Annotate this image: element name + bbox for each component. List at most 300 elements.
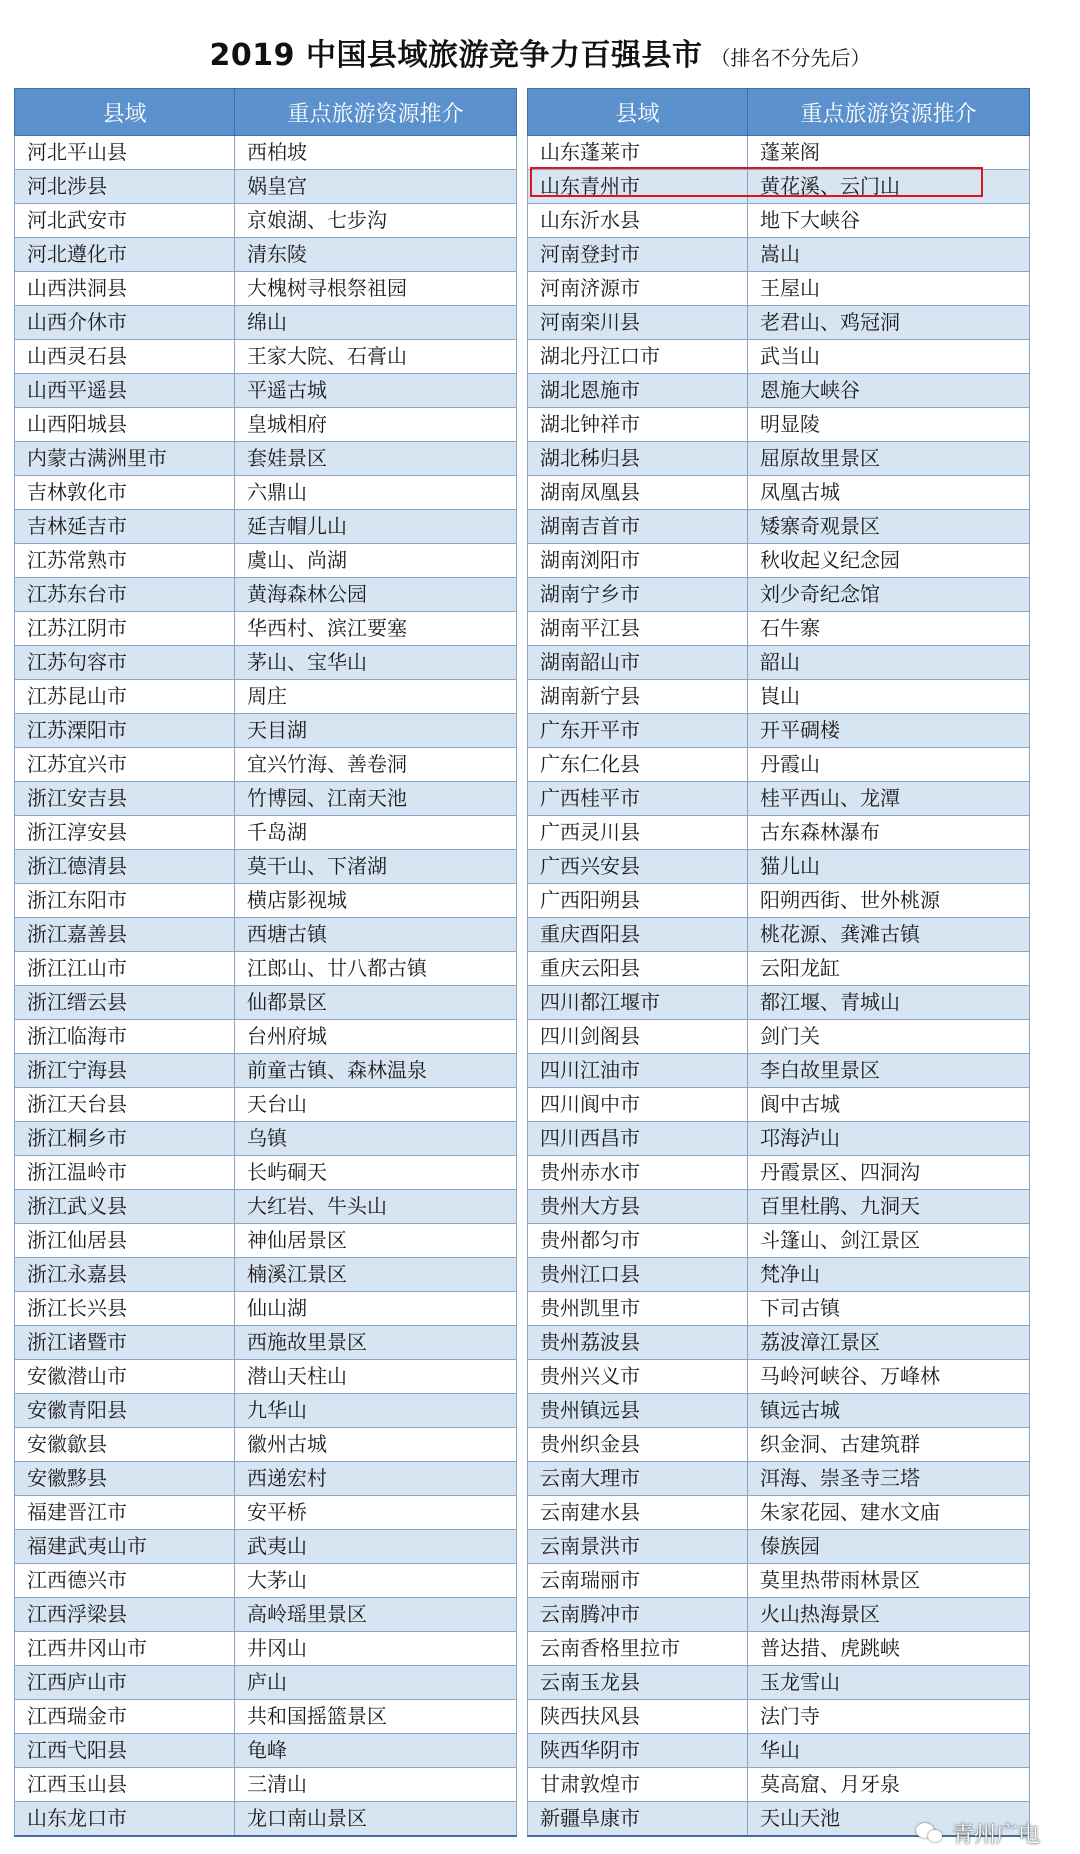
resource-cell: 剑门关 [748, 1020, 1030, 1054]
county-cell: 云南大理市 [528, 1462, 748, 1496]
county-cell: 浙江桐乡市 [15, 1122, 235, 1156]
county-cell: 河北武安市 [15, 204, 235, 238]
table-row [528, 544, 1030, 578]
resource-cell: 大茅山 [235, 1564, 517, 1598]
county-cell: 山西阳城县 [15, 408, 235, 442]
county-cell: 安徽青阳县 [15, 1394, 235, 1428]
table-row [15, 1666, 517, 1700]
resource-cell: 徽州古城 [235, 1428, 517, 1462]
table-row [528, 1632, 1030, 1666]
county-cell: 广西阳朔县 [528, 884, 748, 918]
table-row [528, 578, 1030, 612]
table-row [528, 918, 1030, 952]
table-row [528, 340, 1030, 374]
county-cell: 山西洪洞县 [15, 272, 235, 306]
county-cell: 陕西扶风县 [528, 1700, 748, 1734]
resource-cell: 李白故里景区 [748, 1054, 1030, 1088]
table-row [15, 136, 517, 170]
resource-cell: 傣族园 [748, 1530, 1030, 1564]
table-row [528, 408, 1030, 442]
resource-cell: 朱家花园、建水文庙 [748, 1496, 1030, 1530]
resource-cell: 秋收起义纪念园 [748, 544, 1030, 578]
county-cell: 浙江江山市 [15, 952, 235, 986]
table-row [528, 1428, 1030, 1462]
county-cell: 云南瑞丽市 [528, 1564, 748, 1598]
resource-cell: 天山天池 [748, 1802, 1030, 1837]
resource-cell: 天台山 [235, 1088, 517, 1122]
resource-cell: 古东森林瀑布 [748, 816, 1030, 850]
table-row [528, 1462, 1030, 1496]
table-row [528, 612, 1030, 646]
table-row [15, 1598, 517, 1632]
resource-cell: 恩施大峡谷 [748, 374, 1030, 408]
county-cell: 安徽黟县 [15, 1462, 235, 1496]
resource-cell: 潜山天柱山 [235, 1360, 517, 1394]
ranking-table-left [14, 88, 517, 1837]
resource-cell: 仙都景区 [235, 986, 517, 1020]
table-row [15, 1020, 517, 1054]
resource-cell: 套娃景区 [235, 442, 517, 476]
table-row [15, 1802, 517, 1837]
resource-cell: 华山 [748, 1734, 1030, 1768]
county-cell: 云南玉龙县 [528, 1666, 748, 1700]
table-row [528, 442, 1030, 476]
resource-cell: 横店影视城 [235, 884, 517, 918]
county-cell: 贵州凯里市 [528, 1292, 748, 1326]
resource-cell: 虞山、尚湖 [235, 544, 517, 578]
resource-cell: 长屿硐天 [235, 1156, 517, 1190]
county-cell: 浙江缙云县 [15, 986, 235, 1020]
table-row [15, 1088, 517, 1122]
resource-cell: 镇远古城 [748, 1394, 1030, 1428]
county-cell: 陕西华阴市 [528, 1734, 748, 1768]
county-cell: 贵州赤水市 [528, 1156, 748, 1190]
resource-cell: 莫高窟、月牙泉 [748, 1768, 1030, 1802]
table-row [15, 1326, 517, 1360]
resource-cell: 延吉帽儿山 [235, 510, 517, 544]
table-row [15, 1258, 517, 1292]
resource-cell: 西递宏村 [235, 1462, 517, 1496]
resource-cell: 织金洞、古建筑群 [748, 1428, 1030, 1462]
county-cell: 四川剑阁县 [528, 1020, 748, 1054]
county-cell: 浙江武义县 [15, 1190, 235, 1224]
resource-cell: 宜兴竹海、善卷洞 [235, 748, 517, 782]
county-cell: 江苏溧阳市 [15, 714, 235, 748]
county-cell: 山东龙口市 [15, 1802, 235, 1837]
county-cell: 山西介休市 [15, 306, 235, 340]
table-row [528, 782, 1030, 816]
resource-cell: 千岛湖 [235, 816, 517, 850]
county-cell: 广西桂平市 [528, 782, 748, 816]
county-cell: 浙江天台县 [15, 1088, 235, 1122]
title-main: 2019 中国县域旅游竞争力百强县市 [209, 38, 703, 73]
resource-cell: 台州府城 [235, 1020, 517, 1054]
county-cell: 湖南凤凰县 [528, 476, 748, 510]
table-row [528, 1360, 1030, 1394]
resource-cell: 黄海森林公园 [235, 578, 517, 612]
table-row [15, 782, 517, 816]
resource-cell: 凤凰古城 [748, 476, 1030, 510]
table-row [15, 1224, 517, 1258]
table-row [15, 1394, 517, 1428]
table-header-row [528, 89, 1030, 136]
wechat-icon [916, 1821, 946, 1845]
resource-cell: 蓬莱阁 [748, 136, 1030, 170]
resource-cell: 仙山湖 [235, 1292, 517, 1326]
table-row [528, 1700, 1030, 1734]
resource-cell: 火山热海景区 [748, 1598, 1030, 1632]
resource-cell: 周庄 [235, 680, 517, 714]
county-cell: 浙江淳安县 [15, 816, 235, 850]
table-row [528, 306, 1030, 340]
resource-cell: 龙口南山景区 [235, 1802, 517, 1837]
county-cell: 河南济源市 [528, 272, 748, 306]
table-row [15, 850, 517, 884]
table-row [528, 374, 1030, 408]
resource-cell: 六鼎山 [235, 476, 517, 510]
table-row [15, 340, 517, 374]
table-body-left [15, 136, 517, 1837]
table-row [528, 1598, 1030, 1632]
resource-cell: 普达措、虎跳峡 [748, 1632, 1030, 1666]
ranking-table-right [527, 88, 1030, 1837]
table-row [15, 510, 517, 544]
county-cell: 广东仁化县 [528, 748, 748, 782]
resource-cell: 阳朔西街、世外桃源 [748, 884, 1030, 918]
county-cell: 贵州江口县 [528, 1258, 748, 1292]
table-row [15, 680, 517, 714]
resource-cell: 西施故里景区 [235, 1326, 517, 1360]
county-cell: 湖南平江县 [528, 612, 748, 646]
county-cell: 江苏句容市 [15, 646, 235, 680]
table-row [15, 1360, 517, 1394]
resource-cell: 清东陵 [235, 238, 517, 272]
county-cell: 浙江德清县 [15, 850, 235, 884]
header-resource: 重点旅游资源推介 [748, 89, 1030, 136]
page-title [0, 30, 1080, 74]
county-cell: 河南登封市 [528, 238, 748, 272]
county-cell: 重庆云阳县 [528, 952, 748, 986]
resource-cell: 武当山 [748, 340, 1030, 374]
county-cell: 湖北秭归县 [528, 442, 748, 476]
table-row [528, 1122, 1030, 1156]
table-row [528, 1292, 1030, 1326]
resource-cell: 开平碉楼 [748, 714, 1030, 748]
resource-cell: 莫里热带雨林景区 [748, 1564, 1030, 1598]
table-row [528, 816, 1030, 850]
county-cell: 江西瑞金市 [15, 1700, 235, 1734]
table-row [15, 374, 517, 408]
county-cell: 浙江东阳市 [15, 884, 235, 918]
table-row [15, 612, 517, 646]
title-note: （排名不分先后） [710, 46, 871, 70]
table-row [15, 1190, 517, 1224]
county-cell: 河北遵化市 [15, 238, 235, 272]
watermark-text: 青州广电 [951, 1822, 1040, 1848]
county-cell: 江西井冈山市 [15, 1632, 235, 1666]
county-cell: 江苏昆山市 [15, 680, 235, 714]
county-cell: 云南腾冲市 [528, 1598, 748, 1632]
resource-cell: 王屋山 [748, 272, 1030, 306]
county-cell: 湖南新宁县 [528, 680, 748, 714]
county-cell: 浙江临海市 [15, 1020, 235, 1054]
resource-cell: 荔波漳江景区 [748, 1326, 1030, 1360]
county-cell: 内蒙古满洲里市 [15, 442, 235, 476]
county-cell: 浙江长兴县 [15, 1292, 235, 1326]
resource-cell: 武夷山 [235, 1530, 517, 1564]
resource-cell: 莫干山、下渚湖 [235, 850, 517, 884]
county-cell: 湖北钟祥市 [528, 408, 748, 442]
county-cell: 贵州织金县 [528, 1428, 748, 1462]
table-row [528, 170, 1030, 204]
header-county: 县域 [15, 89, 235, 136]
resource-cell: 韶山 [748, 646, 1030, 680]
county-cell: 江西浮梁县 [15, 1598, 235, 1632]
table-row [15, 986, 517, 1020]
resource-cell: 屈原故里景区 [748, 442, 1030, 476]
resource-cell: 丹霞山 [748, 748, 1030, 782]
county-cell: 吉林延吉市 [15, 510, 235, 544]
resource-cell: 前童古镇、森林温泉 [235, 1054, 517, 1088]
table-row [15, 1122, 517, 1156]
county-cell: 湖南浏阳市 [528, 544, 748, 578]
county-cell: 湖南宁乡市 [528, 578, 748, 612]
table-row [15, 816, 517, 850]
resource-cell: 龟峰 [235, 1734, 517, 1768]
table-row [528, 1088, 1030, 1122]
table-row [528, 1054, 1030, 1088]
table-row [528, 1156, 1030, 1190]
county-cell: 浙江诸暨市 [15, 1326, 235, 1360]
county-cell: 江西德兴市 [15, 1564, 235, 1598]
resource-cell: 黄花溪、云门山 [748, 170, 1030, 204]
county-cell: 湖北恩施市 [528, 374, 748, 408]
table-row [15, 1156, 517, 1190]
resource-cell: 京娘湖、七步沟 [235, 204, 517, 238]
resource-cell: 猫儿山 [748, 850, 1030, 884]
header-resource: 重点旅游资源推介 [235, 89, 517, 136]
resource-cell: 王家大院、石膏山 [235, 340, 517, 374]
table-row [15, 1054, 517, 1088]
table-row [15, 714, 517, 748]
county-cell: 湖南吉首市 [528, 510, 748, 544]
table-row [15, 1632, 517, 1666]
table-row [15, 204, 517, 238]
county-cell: 贵州兴义市 [528, 1360, 748, 1394]
county-cell: 福建晋江市 [15, 1496, 235, 1530]
county-cell: 江苏江阴市 [15, 612, 235, 646]
resource-cell: 平遥古城 [235, 374, 517, 408]
county-cell: 云南景洪市 [528, 1530, 748, 1564]
county-cell: 广西兴安县 [528, 850, 748, 884]
county-cell: 浙江永嘉县 [15, 1258, 235, 1292]
table-row [15, 306, 517, 340]
county-cell: 山东沂水县 [528, 204, 748, 238]
table-row [528, 1258, 1030, 1292]
table-row [15, 272, 517, 306]
table-row [15, 544, 517, 578]
county-cell: 河南栾川县 [528, 306, 748, 340]
table-row [528, 510, 1030, 544]
county-cell: 甘肃敦煌市 [528, 1768, 748, 1802]
table-row [528, 1564, 1030, 1598]
county-cell: 江苏东台市 [15, 578, 235, 612]
resource-cell: 庐山 [235, 1666, 517, 1700]
resource-cell: 马岭河峡谷、万峰林 [748, 1360, 1030, 1394]
resource-cell: 大槐树寻根祭祖园 [235, 272, 517, 306]
county-cell: 江苏常熟市 [15, 544, 235, 578]
resource-cell: 阆中古城 [748, 1088, 1030, 1122]
table-row [528, 680, 1030, 714]
table-header-row [15, 89, 517, 136]
resource-cell: 华西村、滨江要塞 [235, 612, 517, 646]
resource-cell: 地下大峡谷 [748, 204, 1030, 238]
county-cell: 山西平遥县 [15, 374, 235, 408]
header-county: 县域 [528, 89, 748, 136]
table-row [528, 952, 1030, 986]
county-cell: 河北平山县 [15, 136, 235, 170]
table-row [528, 1326, 1030, 1360]
resource-cell: 老君山、鸡冠洞 [748, 306, 1030, 340]
county-cell: 河北涉县 [15, 170, 235, 204]
resource-cell: 云阳龙缸 [748, 952, 1030, 986]
resource-cell: 崀山 [748, 680, 1030, 714]
table-row [15, 1700, 517, 1734]
resource-cell: 楠溪江景区 [235, 1258, 517, 1292]
resource-cell: 乌镇 [235, 1122, 517, 1156]
county-cell: 安徽歙县 [15, 1428, 235, 1462]
table-row [15, 578, 517, 612]
resource-cell: 安平桥 [235, 1496, 517, 1530]
table-row [15, 952, 517, 986]
watermark [916, 1818, 1040, 1848]
table-row [15, 442, 517, 476]
resource-cell: 洱海、崇圣寺三塔 [748, 1462, 1030, 1496]
county-cell: 江西弋阳县 [15, 1734, 235, 1768]
table-row [15, 1428, 517, 1462]
county-cell: 广东开平市 [528, 714, 748, 748]
resource-cell: 茅山、宝华山 [235, 646, 517, 680]
table-row [15, 918, 517, 952]
county-cell: 四川江油市 [528, 1054, 748, 1088]
county-cell: 浙江嘉善县 [15, 918, 235, 952]
county-cell: 贵州都匀市 [528, 1224, 748, 1258]
table-row [528, 272, 1030, 306]
resource-cell: 石牛寨 [748, 612, 1030, 646]
table-row [528, 1734, 1030, 1768]
resource-cell: 神仙居景区 [235, 1224, 517, 1258]
table-row [15, 748, 517, 782]
table-row [528, 1394, 1030, 1428]
resource-cell: 三清山 [235, 1768, 517, 1802]
county-cell: 山东蓬莱市 [528, 136, 748, 170]
county-cell: 四川阆中市 [528, 1088, 748, 1122]
resource-cell: 丹霞景区、四洞沟 [748, 1156, 1030, 1190]
county-cell: 云南香格里拉市 [528, 1632, 748, 1666]
table-row [528, 1530, 1030, 1564]
table-row [528, 748, 1030, 782]
county-cell: 重庆酉阳县 [528, 918, 748, 952]
county-cell: 四川都江堰市 [528, 986, 748, 1020]
table-row [15, 1292, 517, 1326]
resource-cell: 嵩山 [748, 238, 1030, 272]
table-row [15, 646, 517, 680]
county-cell: 四川西昌市 [528, 1122, 748, 1156]
table-row [528, 1768, 1030, 1802]
county-cell: 贵州大方县 [528, 1190, 748, 1224]
table-row [528, 1666, 1030, 1700]
county-cell: 贵州荔波县 [528, 1326, 748, 1360]
resource-cell: 明显陵 [748, 408, 1030, 442]
resource-cell: 井冈山 [235, 1632, 517, 1666]
county-cell: 江苏宜兴市 [15, 748, 235, 782]
table-row [528, 646, 1030, 680]
county-cell: 浙江仙居县 [15, 1224, 235, 1258]
county-cell: 江西庐山市 [15, 1666, 235, 1700]
table-row [528, 238, 1030, 272]
table-row [528, 476, 1030, 510]
resource-cell: 竹博园、江南天池 [235, 782, 517, 816]
county-cell: 山西灵石县 [15, 340, 235, 374]
county-cell: 贵州镇远县 [528, 1394, 748, 1428]
table-row [528, 1224, 1030, 1258]
resource-cell: 矮寨奇观景区 [748, 510, 1030, 544]
resource-cell: 绵山 [235, 306, 517, 340]
table-row [528, 136, 1030, 170]
county-cell: 湖北丹江口市 [528, 340, 748, 374]
resource-cell: 桃花源、龚滩古镇 [748, 918, 1030, 952]
table-row [15, 1462, 517, 1496]
resource-cell: 江郎山、廿八都古镇 [235, 952, 517, 986]
resource-cell: 高岭瑶里景区 [235, 1598, 517, 1632]
county-cell: 浙江宁海县 [15, 1054, 235, 1088]
resource-cell: 西塘古镇 [235, 918, 517, 952]
resource-cell: 百里杜鹃、九洞天 [748, 1190, 1030, 1224]
county-cell: 吉林敦化市 [15, 476, 235, 510]
resource-cell: 梵净山 [748, 1258, 1030, 1292]
county-cell: 江西玉山县 [15, 1768, 235, 1802]
resource-cell: 皇城相府 [235, 408, 517, 442]
table-row [528, 850, 1030, 884]
resource-cell: 娲皇宫 [235, 170, 517, 204]
table-row [15, 1768, 517, 1802]
table-row [528, 1496, 1030, 1530]
resource-cell: 都江堰、青城山 [748, 986, 1030, 1020]
table-row [528, 714, 1030, 748]
table-row [15, 1734, 517, 1768]
table-row [15, 238, 517, 272]
resource-cell: 九华山 [235, 1394, 517, 1428]
table-row [528, 1190, 1030, 1224]
county-cell: 湖南韶山市 [528, 646, 748, 680]
table-row [15, 170, 517, 204]
county-cell: 云南建水县 [528, 1496, 748, 1530]
table-row [15, 1564, 517, 1598]
resource-cell: 玉龙雪山 [748, 1666, 1030, 1700]
county-cell: 新疆阜康市 [528, 1802, 748, 1837]
county-cell: 安徽潜山市 [15, 1360, 235, 1394]
county-cell: 浙江温岭市 [15, 1156, 235, 1190]
county-cell: 山东青州市 [528, 170, 748, 204]
resource-cell: 法门寺 [748, 1700, 1030, 1734]
county-cell: 浙江安吉县 [15, 782, 235, 816]
table-row [15, 476, 517, 510]
table-row [528, 986, 1030, 1020]
table-body-right [528, 136, 1030, 1837]
resource-cell: 斗篷山、剑江景区 [748, 1224, 1030, 1258]
table-row [15, 1496, 517, 1530]
table-row [15, 884, 517, 918]
